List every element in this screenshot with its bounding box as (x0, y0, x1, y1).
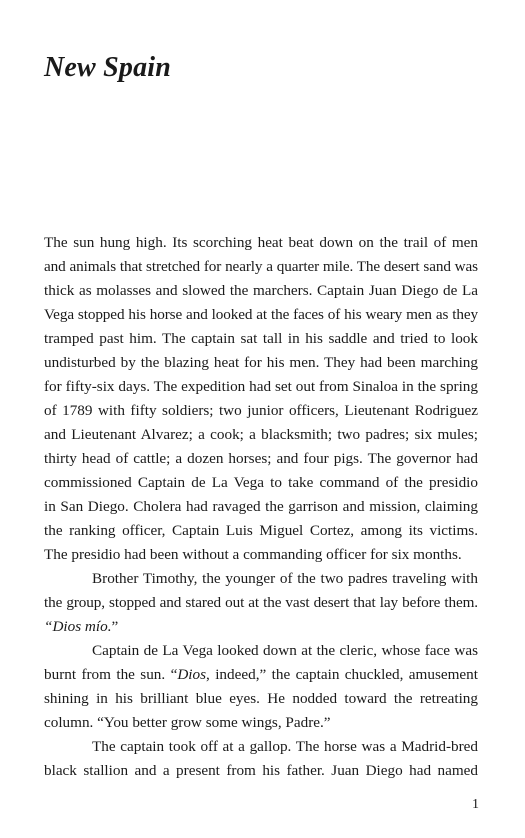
text-fragment: ” (111, 618, 119, 635)
text-line: Brother Timothy, the younger of the two padres traveling with (92, 570, 478, 587)
page-number: 1 (472, 797, 479, 812)
text-line: thick as molasses and slowed the marchers. Captain Juan Diego de La (44, 282, 478, 299)
text-line: and animals that stretched for nearly a quarter mile. The desert sand was (44, 258, 478, 275)
text-fragment: burnt from the sun. “ (44, 666, 178, 683)
text-line: The captain took off at a gallop. The horse was a Madrid-bred (92, 738, 478, 755)
text-line: black stallion and a present from his father. Juan Diego had named (44, 762, 478, 779)
text-line: Captain de La Vega looked down at the cleric, whose face was (92, 642, 478, 659)
italic-phrase: “Dios mío. (44, 618, 112, 635)
text-line: the ranking officer, Captain Luis Miguel Cortez, among its victims. (44, 522, 478, 539)
body-text (44, 231, 478, 783)
text-fragment: , indeed,” the captain chuckled, amusement (206, 666, 478, 683)
text-line: Vega stopped his horse and looked at the faces of his weary men as they (44, 306, 478, 323)
text-line (44, 663, 478, 687)
text-line: column. “You better grow some wings, Padre.” (44, 714, 331, 731)
text-line: commissioned Captain de La Vega to take command of the presidio (44, 474, 478, 491)
text-line: The sun hung high. Its scorching heat beat down on the trail of men (44, 234, 478, 251)
text-line: and Lieutenant Alvarez; a cook; a blacksmith; two padres; six mules; (44, 426, 478, 443)
text-line: shining in his brilliant blue eyes. He nodded toward the retreating (44, 690, 478, 707)
text-line: the group, stopped and stared out at the vast desert that lay before them. (44, 594, 478, 611)
italic-phrase: Dios (177, 666, 207, 683)
text-line: thirty head of cattle; a dozen horses; and four pigs. The governor had (44, 450, 478, 467)
text-line: in San Diego. Cholera had ravaged the garrison and mission, claiming (44, 498, 478, 515)
text-line: The presidio had been without a commanding officer for six months. (44, 546, 462, 563)
text-line (44, 615, 478, 639)
text-line: of 1789 with fifty soldiers; two junior officers, Lieutenant Rodriguez (44, 402, 478, 419)
text-line: tramped past him. The captain sat tall in his saddle and tried to look (44, 330, 478, 347)
text-line: undisturbed by the blazing heat for his men. They had been marching (44, 354, 478, 371)
chapter-title: New Spain (44, 52, 172, 83)
text-line: for fifty-six days. The expedition had set out from Sinaloa in the spring (44, 378, 478, 395)
